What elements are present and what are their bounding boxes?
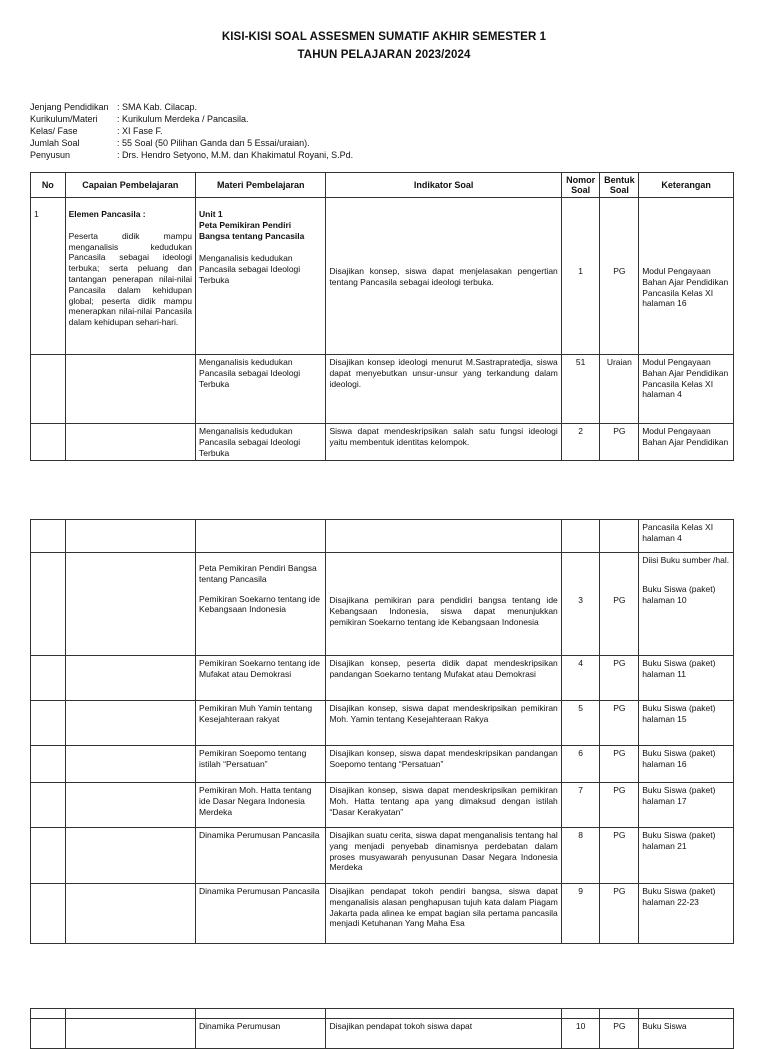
cell-keterangan bbox=[639, 355, 734, 424]
cell-materi bbox=[196, 701, 326, 746]
keterangan-text: Buku Siswa (paket) halaman 16 bbox=[642, 748, 716, 769]
bentuk-text: PG bbox=[613, 266, 626, 276]
table-row bbox=[31, 1009, 734, 1019]
indikator-text: Disajikan konsep, siswa dapat mendeskripsikan pemikiran Moh. Hatta tentang apa yang dimaksud dengan istilah “Dasar Kerakyatan” bbox=[329, 785, 558, 817]
cell-indikator bbox=[326, 1019, 561, 1049]
cell-no bbox=[31, 355, 66, 424]
kisi-kisi-table-page-1 bbox=[30, 172, 734, 461]
meta-row bbox=[30, 137, 353, 149]
cell-keterangan bbox=[639, 198, 734, 355]
cell-no bbox=[31, 783, 66, 828]
cell-materi bbox=[196, 520, 326, 553]
materi-text: Dinamika Perumusan Pancasila bbox=[199, 886, 320, 896]
indikator-text: Disajikan konsep, siswa dapat mendeskripsikan pandangan Soepomo tentang “Persatuan” bbox=[329, 748, 558, 769]
cell-materi bbox=[196, 884, 326, 944]
cell-keterangan bbox=[639, 884, 734, 944]
meta-row bbox=[30, 125, 353, 137]
cell-nomor bbox=[561, 828, 600, 884]
cell-keterangan bbox=[639, 1009, 734, 1019]
cell-no bbox=[31, 656, 66, 701]
materi-text: Menganalisis kedudukan Pancasila sebagai Ideologi Terbuka bbox=[199, 426, 301, 458]
cell-keterangan bbox=[639, 424, 734, 461]
cell-keterangan bbox=[639, 553, 734, 656]
cell-bentuk bbox=[600, 520, 639, 553]
cell-bentuk bbox=[600, 1019, 639, 1049]
cell-bentuk bbox=[600, 553, 639, 656]
cell-no bbox=[31, 828, 66, 884]
cell-capaian bbox=[65, 198, 195, 355]
kisi-kisi-table-page-2 bbox=[30, 519, 734, 944]
column-header-indikator: Indikator Soal bbox=[326, 173, 561, 198]
table-row bbox=[31, 783, 734, 828]
cell-nomor bbox=[561, 884, 600, 944]
meta-value: : Drs. Hendro Setyono, M.M. dan Khakimatul Royani, S.Pd. bbox=[117, 150, 354, 160]
cell-nomor bbox=[561, 553, 600, 656]
meta-key: Jenjang Pendidikan bbox=[30, 102, 109, 112]
nomor-text: 3 bbox=[578, 595, 583, 605]
cell-capaian bbox=[65, 701, 195, 746]
capaian-text: Peserta didik mampu menganalisis kedudukan Pancasila sebagai ideologi terbuka; serta peluang dan tantangan penerapan nilai-nilai Pancasila dalam kehidupan global; peserta didik mampu menerapkan nilai-nilai Pancasila dalam kehidupan sehari-hari. bbox=[68, 230, 193, 328]
cell-nomor bbox=[561, 1009, 600, 1019]
materi-text: Menganalisis kedudukan Pancasila sebagai Ideologi Terbuka bbox=[199, 357, 301, 389]
unit-title: Peta Pemikiran Pendiri Bangsa tentang Pancasila bbox=[199, 219, 305, 241]
cell-capaian bbox=[65, 355, 195, 424]
cell-indikator bbox=[326, 198, 561, 355]
cell-nomor bbox=[561, 1019, 600, 1049]
cell-materi bbox=[196, 198, 326, 355]
cell-bentuk bbox=[600, 701, 639, 746]
indikator-text: Disajikan suatu cerita, siswa dapat menganalisis tentang hal yang menjadi penyebab dinamisnya perdebatan dalam proses musyawarah penyusunan Dasar Negara Indonesia Merdeka bbox=[329, 830, 558, 873]
cell-indikator bbox=[326, 884, 561, 944]
meta-row bbox=[30, 101, 353, 113]
keterangan-text: Modul Pengayaan Bahan Ajar Pendidikan bbox=[642, 426, 729, 447]
table-row bbox=[31, 355, 734, 424]
keterangan-text: Modul Pengayaan Bahan Ajar Pendidikan Pancasila Kelas XI halaman 4 bbox=[642, 357, 729, 400]
table-row bbox=[31, 656, 734, 701]
column-header-nomor: Nomor Soal bbox=[561, 173, 600, 198]
bentuk-text: PG bbox=[613, 595, 626, 605]
cell-capaian bbox=[65, 520, 195, 553]
cell-no bbox=[31, 553, 66, 656]
cell-no bbox=[31, 1009, 66, 1019]
indikator-text: Siswa dapat mendeskripsikan salah satu fungsi ideologi yaitu membentuk identitas kelompok. bbox=[329, 426, 558, 447]
materi-text: Pemikiran Soekarno tentang ide Mufakat atau Demokrasi bbox=[199, 658, 320, 679]
cell-indikator bbox=[326, 553, 561, 656]
cell-capaian bbox=[65, 553, 195, 656]
table-row bbox=[31, 701, 734, 746]
row-number: 1 bbox=[34, 209, 39, 219]
cell-materi bbox=[196, 424, 326, 461]
bentuk-text: PG bbox=[613, 426, 626, 436]
materi-text: Pemikiran Soekarno tentang ide Kebangsaan Indonesia bbox=[199, 593, 320, 615]
cell-indikator bbox=[326, 828, 561, 884]
cell-capaian bbox=[65, 783, 195, 828]
keterangan-text: Buku Siswa (paket) halaman 15 bbox=[642, 703, 716, 724]
cell-no bbox=[31, 746, 66, 783]
cell-capaian bbox=[65, 884, 195, 944]
keterangan-text: Buku Siswa (paket) halaman 21 bbox=[642, 830, 716, 851]
cell-capaian bbox=[65, 424, 195, 461]
meta-key: Kelas/ Fase bbox=[30, 126, 78, 136]
bentuk-text: PG bbox=[613, 886, 626, 896]
meta-value: : SMA Kab. Cilacap. bbox=[117, 102, 198, 112]
table-row bbox=[31, 424, 734, 461]
cell-nomor bbox=[561, 520, 600, 553]
capaian-title: Elemen Pancasila : bbox=[68, 209, 146, 219]
cell-bentuk bbox=[600, 828, 639, 884]
cell-nomor bbox=[561, 198, 600, 355]
cell-materi bbox=[196, 1019, 326, 1049]
cell-indikator bbox=[326, 355, 561, 424]
nomor-text: 8 bbox=[578, 830, 583, 840]
cell-indikator bbox=[326, 783, 561, 828]
cell-keterangan bbox=[639, 520, 734, 553]
cell-keterangan bbox=[639, 746, 734, 783]
table-row bbox=[31, 746, 734, 783]
cell-capaian bbox=[65, 746, 195, 783]
cell-nomor bbox=[561, 656, 600, 701]
keterangan-text: Buku Siswa (paket) halaman 22-23 bbox=[642, 886, 716, 907]
cell-capaian bbox=[65, 828, 195, 884]
materi-text: Dinamika Perumusan bbox=[199, 1021, 281, 1031]
document-subtitle: TAHUN PELAJARAN 2023/2024 bbox=[297, 49, 471, 61]
cell-bentuk bbox=[600, 198, 639, 355]
indikator-text: Disajikan konsep ideologi menurut M.Sastrapratedja, siswa dapat menyebutkan unsur-unsur yang terkandung dalam ideologi. bbox=[329, 357, 558, 389]
meta-key: Kurikulum/Materi bbox=[30, 114, 98, 124]
table-row bbox=[31, 828, 734, 884]
nomor-text: 2 bbox=[578, 426, 583, 436]
cell-indikator bbox=[326, 746, 561, 783]
nomor-text: 9 bbox=[578, 886, 583, 896]
cell-nomor bbox=[561, 355, 600, 424]
column-header-keterangan: Keterangan bbox=[639, 173, 734, 198]
cell-nomor bbox=[561, 701, 600, 746]
keterangan-text: Buku Siswa (paket) halaman 10 bbox=[642, 583, 716, 605]
bentuk-text: PG bbox=[613, 658, 626, 668]
nomor-text: 10 bbox=[575, 1021, 586, 1031]
kisi-kisi-table-page-3 bbox=[30, 1008, 734, 1049]
materi-text: Menganalisis kedudukan Pancasila sebagai Ideologi Terbuka bbox=[199, 253, 301, 285]
indikator-text: Disajikan pendapat tokoh siswa dapat bbox=[329, 1021, 473, 1031]
cell-no bbox=[31, 884, 66, 944]
cell-materi bbox=[196, 1009, 326, 1019]
keterangan-text: Modul Pengayaan Bahan Ajar Pendidikan Pancasila Kelas XI halaman 16 bbox=[642, 266, 729, 309]
cell-indikator bbox=[326, 424, 561, 461]
meta-key: Penyusun bbox=[30, 150, 71, 160]
table-row bbox=[31, 553, 734, 656]
cell-indikator bbox=[326, 656, 561, 701]
meta-value: : XI Fase F. bbox=[117, 126, 163, 136]
nomor-text: 1 bbox=[578, 266, 583, 276]
meta-row bbox=[30, 113, 353, 125]
meta-value: : Kurikulum Merdeka / Pancasila. bbox=[117, 114, 249, 124]
cell-no bbox=[31, 520, 66, 553]
cell-materi bbox=[196, 656, 326, 701]
nomor-text: 7 bbox=[578, 785, 583, 795]
indikator-text: Disajikan pendapat tokoh pendiri bangsa, siswa dapat menganalisis alasan penghapusan tujuh kata dalam Piagam Jakarta pada alinea ke empat bagian sila pertama pancasila menjadi Ketuhanan Yang Maha Esa bbox=[329, 886, 558, 929]
bentuk-text: PG bbox=[613, 785, 626, 795]
cell-bentuk bbox=[600, 355, 639, 424]
nomor-text: 51 bbox=[575, 357, 586, 367]
cell-bentuk bbox=[600, 746, 639, 783]
indikator-text: Disajikan konsep, siswa dapat mendeskripsikan pemikiran Moh. Yamin tentang Kesejahteraan Rakya bbox=[329, 703, 558, 724]
bentuk-text: PG bbox=[613, 830, 626, 840]
table-row bbox=[31, 1019, 734, 1049]
cell-no bbox=[31, 701, 66, 746]
keterangan-text: Buku Siswa bbox=[642, 1021, 687, 1031]
cell-bentuk bbox=[600, 656, 639, 701]
cell-no bbox=[31, 1019, 66, 1049]
materi-text: Pemikiran Soepomo tentang istilah “Persatuan” bbox=[199, 748, 307, 769]
column-header-materi: Materi Pembelajaran bbox=[196, 173, 326, 198]
cell-materi bbox=[196, 783, 326, 828]
indikator-text: Disajikan konsep, peserta didik dapat mendeskripsikan pandangan Soekarno tentang Mufakat atau Demokrasi bbox=[329, 658, 558, 679]
peta-title: Peta Pemikiran Pendiri Bangsa tentang Pancasila bbox=[199, 563, 317, 584]
document-title: KISI-KISI SOAL ASSESMEN SUMATIF AKHIR SEMESTER 1 bbox=[221, 31, 547, 43]
keterangan-note: Diisi Buku sumber /hal. bbox=[642, 555, 730, 565]
table-row bbox=[31, 884, 734, 944]
indikator-text: Disajikan konsep, siswa dapat menjelasakan pengertian tentang Pancasila sebagai ideologi terbuka. bbox=[329, 266, 558, 287]
cell-nomor bbox=[561, 783, 600, 828]
materi-text: Pemikiran Moh. Hatta tentang ide Dasar Negara Indonesia Merdeka bbox=[199, 785, 312, 817]
nomor-text: 5 bbox=[578, 703, 583, 713]
materi-text: Pemikiran Muh Yamin tentang Kesejahteraan rakyat bbox=[199, 703, 313, 724]
cell-materi bbox=[196, 553, 326, 656]
cell-indikator bbox=[326, 1009, 561, 1019]
cell-bentuk bbox=[600, 783, 639, 828]
indikator-text: Disajikana pemikiran para pendidiri bangsa tentang ide Kebangsaan Indonesia, siswa dapat menunjukkan pemikiran Soekarno tentang ide Kebangsaan Indonesia bbox=[329, 595, 558, 627]
bentuk-text: Uraian bbox=[606, 357, 632, 367]
cell-materi bbox=[196, 828, 326, 884]
document-meta bbox=[30, 101, 353, 161]
bentuk-text: PG bbox=[613, 1021, 626, 1031]
cell-materi bbox=[196, 355, 326, 424]
column-header-capaian: Capaian Pembelajaran bbox=[65, 173, 195, 198]
cell-keterangan bbox=[639, 828, 734, 884]
keterangan-text: Pancasila Kelas XI halaman 4 bbox=[642, 522, 714, 543]
table-row bbox=[31, 520, 734, 553]
cell-bentuk bbox=[600, 424, 639, 461]
meta-key: Jumlah Soal bbox=[30, 138, 80, 148]
cell-bentuk bbox=[600, 1009, 639, 1019]
nomor-text: 4 bbox=[578, 658, 583, 668]
cell-keterangan bbox=[639, 783, 734, 828]
cell-capaian bbox=[65, 1019, 195, 1049]
cell-nomor bbox=[561, 424, 600, 461]
cell-keterangan bbox=[639, 656, 734, 701]
materi-text: Dinamika Perumusan Pancasila bbox=[199, 830, 320, 840]
table-row bbox=[31, 198, 734, 355]
meta-row bbox=[30, 149, 353, 161]
cell-no bbox=[31, 424, 66, 461]
cell-no bbox=[31, 198, 66, 355]
cell-keterangan bbox=[639, 1019, 734, 1049]
keterangan-text: Buku Siswa (paket) halaman 11 bbox=[642, 658, 716, 679]
bentuk-text: PG bbox=[613, 748, 626, 758]
cell-nomor bbox=[561, 746, 600, 783]
cell-bentuk bbox=[600, 884, 639, 944]
table-header-row bbox=[31, 173, 734, 198]
keterangan-text: Buku Siswa (paket) halaman 17 bbox=[642, 785, 716, 806]
cell-indikator bbox=[326, 701, 561, 746]
cell-keterangan bbox=[639, 701, 734, 746]
cell-materi bbox=[196, 746, 326, 783]
cell-capaian bbox=[65, 656, 195, 701]
bentuk-text: PG bbox=[613, 703, 626, 713]
meta-value: : 55 Soal (50 Pilihan Ganda dan 5 Essai/uraian). bbox=[117, 138, 310, 148]
column-header-no: No bbox=[31, 173, 66, 198]
unit-label: Unit 1 bbox=[199, 209, 223, 219]
cell-capaian bbox=[65, 1009, 195, 1019]
nomor-text: 6 bbox=[578, 748, 583, 758]
cell-indikator bbox=[326, 520, 561, 553]
column-header-bentuk: Bentuk Soal bbox=[600, 173, 639, 198]
